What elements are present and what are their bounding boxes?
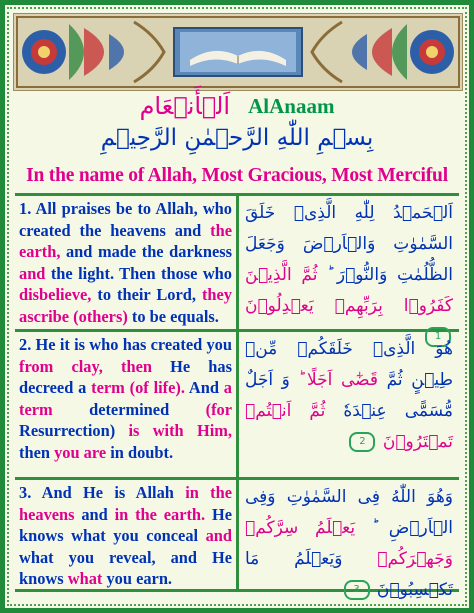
verse-text-segment: term <box>91 378 130 398</box>
verse-text-segment: ؕ يَعۡلَمُ سِرَّكُمۡ وَجَهۡرَكُمۡ <box>245 518 453 569</box>
verse-text-segment: (others) <box>73 306 132 326</box>
verse-text-segment: what you reveal, and He knows <box>19 547 232 589</box>
verse-text-segment: what <box>67 569 107 589</box>
verse-text-segment: in doubt. <box>110 442 174 462</box>
verse-text-segment: ثُمَّ الَّذِيۡنَ كَفَرُوۡا بِرَبِّهِمۡ يَعۡدِلُوۡنَ <box>245 265 453 316</box>
verse-text-segment: disbelieve, <box>19 285 98 305</box>
verse-text-segment: and <box>81 504 115 524</box>
verse-text-segment: the light. Then those who <box>50 263 232 283</box>
verse-text-segment: the earth, <box>19 220 232 262</box>
verse-text-segment: you earn. <box>106 569 173 589</box>
verse-text-segment: and made the darkness <box>65 242 232 262</box>
verse-text-segment: He knows what you conceal <box>19 504 232 546</box>
verse-text-segment: to be equals. <box>131 306 219 326</box>
verse-text-segment: وَيَعۡلَمُ مَا تَكۡسِبُوۡنَ <box>245 549 453 600</box>
verse-text-segment: 1. All praises be to Allah, who created the heavens and <box>19 199 232 240</box>
verse-text-segment: 2. He it is who has created you <box>19 335 232 354</box>
verse-number-marker-icon: 1 <box>425 327 451 347</box>
verse-text-segment: (of life). <box>129 378 189 398</box>
floral-ornament-icon <box>14 14 462 90</box>
verse-text-segment: Resurrection) <box>19 421 129 441</box>
verses-table <box>15 193 459 600</box>
verse-number-marker-icon: 2 <box>349 432 375 452</box>
verse-text-segment: they ascribe <box>19 285 232 326</box>
verse-text-segment: a term <box>19 378 232 419</box>
surah-title-english: AlAnaam <box>248 93 335 118</box>
verse-text-segment: 3. And He is Allah <box>19 483 186 502</box>
verse-text-segment: (for <box>205 399 232 419</box>
verse-text-segment: وَهُوَ اللّٰهُ فِى السَّمٰوٰتِ وَفِى الۡاَرۡضِ <box>245 487 453 538</box>
verse-number-marker-icon: 3 <box>344 580 370 600</box>
verse-text-segment: then <box>19 442 55 462</box>
verse-text-segment: وَ اَجَلٌ مُّسَمًّى عِنۡدَهٗ <box>245 370 453 421</box>
verse-text-segment: He has decreed a <box>19 356 232 398</box>
bismillah-arabic: بِسۡمِ اللّٰهِ الرَّحۡمٰنِ الرَّحِيۡمِ <box>100 125 374 151</box>
verse-text-segment: ثُمَّ اَنۡتُمۡ تَمۡتَرُوۡنَ <box>245 401 453 452</box>
verse-english <box>15 332 239 477</box>
verse-text-segment: and <box>205 526 232 546</box>
verse-text-segment: from clay, then <box>19 356 171 376</box>
verse-english <box>15 480 239 589</box>
surah-title-arabic: اَلۡأَنۡعَام <box>139 92 231 120</box>
verse-arabic <box>239 196 459 342</box>
verse-text-segment: determined <box>89 399 206 419</box>
verse-english <box>15 196 239 329</box>
verse-text-segment: هُوَ الَّذِىۡ خَلَقَكُمۡ مِّنۡ طِيۡنٍ ثُمَّ <box>245 339 453 390</box>
verse-text-segment: اَلۡحَمۡدُ لِلّٰهِ الَّذِىۡ خَلَقَ السَّمٰوٰتِ وَالۡاَرۡضَ وَجَعَلَ الظُّلُمٰتِ وَالنُّوۡرَ ؕ <box>245 203 453 285</box>
verse-text-segment: قَضٰٓى اَجَلًا ؕ <box>289 370 379 390</box>
verse-text-segment: and <box>19 263 51 283</box>
verse-text-segment: And <box>188 378 224 398</box>
verse-row <box>15 196 459 342</box>
bismillah-translation: In the name of Allah, Most Gracious, Most Merciful <box>26 165 448 186</box>
verse-text-segment: to their Lord, <box>97 285 202 305</box>
verse-text-segment: in the heavens <box>19 483 232 524</box>
verse-text-segment: you are <box>54 442 111 462</box>
verse-row <box>15 480 459 600</box>
verse-text-segment: is with Him, <box>128 421 232 441</box>
verse-text-segment: in the earth. <box>114 504 212 524</box>
verse-row <box>15 332 459 480</box>
surah-title <box>5 93 469 119</box>
verse-arabic <box>239 332 459 477</box>
ornamental-header <box>13 13 463 91</box>
verse-arabic <box>239 480 459 600</box>
